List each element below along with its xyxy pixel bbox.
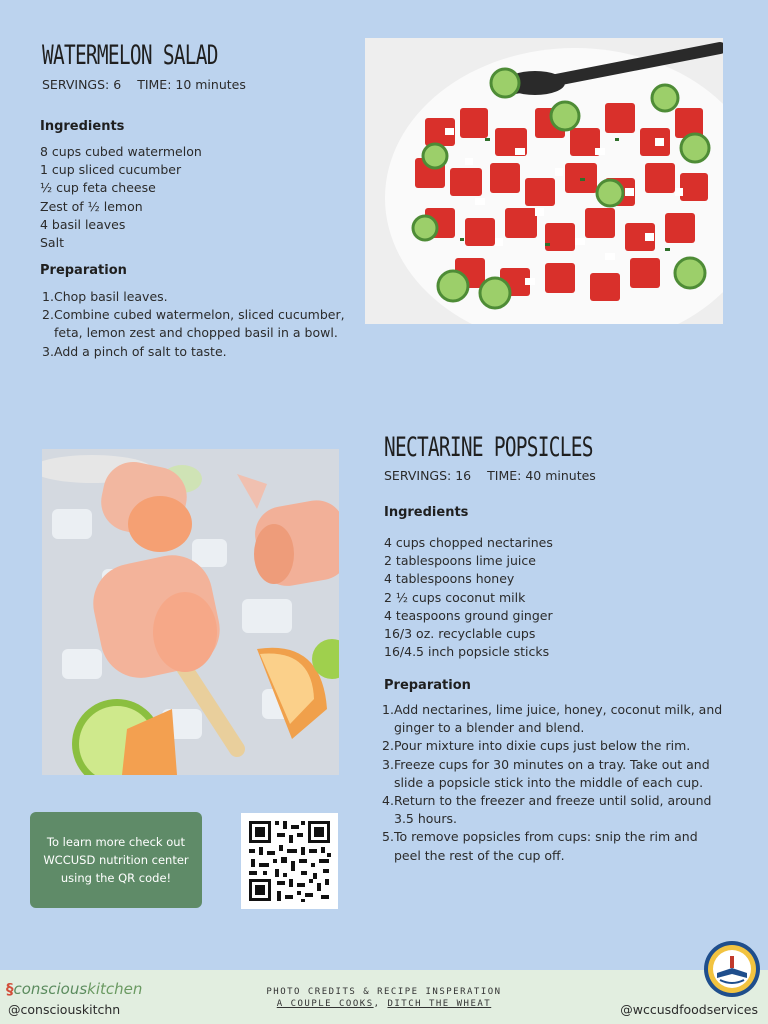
salad-servings: SERVINGS: 6 xyxy=(42,77,122,92)
list-item: ½ cup feta cheese xyxy=(40,180,156,196)
popsicles-servings: SERVINGS: 16 xyxy=(384,468,472,483)
info-line-1: To learn more check out xyxy=(46,835,186,849)
leaf-icon: § xyxy=(6,980,14,998)
list-item: 3. Add a pinch of salt to taste. xyxy=(42,343,227,359)
list-item: 16/3 oz. recyclable cups xyxy=(384,626,536,642)
list-item: 4 tablespoons honey xyxy=(384,571,515,587)
list-item: 2. Combine cubed watermelon, sliced cucumber, feta, lemon zest and chopped basil in a bowl. xyxy=(42,307,345,341)
credit-link-ditch-the-wheat[interactable]: DITCH THE WHEAT xyxy=(387,999,492,1009)
popsicles-meta xyxy=(384,468,596,483)
list-item: 2 tablespoons lime juice xyxy=(384,553,536,569)
popsicles-time: TIME: 40 minutes xyxy=(487,468,596,483)
list-item: 16/4.5 inch popsicle sticks xyxy=(384,644,550,660)
credit-link-a-couple-cooks[interactable]: A COUPLE COOKS xyxy=(276,999,374,1009)
district-seal-icon xyxy=(703,940,761,998)
nectarine-popsicles-photo xyxy=(42,449,339,775)
info-line-3: using the QR code! xyxy=(60,871,172,885)
watermelon-salad-photo xyxy=(365,38,723,324)
popsicles-ingredients-list xyxy=(384,534,553,661)
credits-heading: PHOTO CREDITS & RECIPE INSPERATION xyxy=(266,987,502,997)
popsicles-title: NECTARINE POPSICLES xyxy=(384,432,593,463)
salad-time: TIME: 10 minutes xyxy=(137,77,246,92)
salad-preparation-heading: Preparation xyxy=(40,263,127,278)
list-item: 4 cups chopped nectarines xyxy=(384,535,553,550)
info-box xyxy=(30,812,202,908)
social-handle-left[interactable]: @consciouskitchn xyxy=(8,1002,121,1017)
qr-code-icon xyxy=(241,813,338,909)
info-line-2: WCCUSD nutrition center xyxy=(43,853,189,867)
salad-ingredients-list xyxy=(40,143,202,252)
list-item: 4 teaspoons ground ginger xyxy=(384,607,553,623)
list-item: 1. Add nectarines, lime juice, honey, coconut milk, and ginger to a blender and blend. xyxy=(382,702,723,736)
list-item: 1. Chop basil leaves. xyxy=(42,289,168,304)
social-handle-right[interactable]: @wccusdfoodservices xyxy=(620,1002,758,1017)
list-item: 4 basil leaves xyxy=(40,216,126,232)
photo-credits: PHOTO CREDITS & RECIPE INSPERATION A COUPLE COOKS, DITCH THE WHEAT xyxy=(0,987,768,1009)
popsicles-preparation-heading: Preparation xyxy=(384,678,471,693)
popsicles-steps xyxy=(382,701,752,865)
list-item: 3. Freeze cups for 30 minutes on a tray. Take out and slide a popsicle stick into the middle of each cup. xyxy=(382,756,710,790)
list-item: Zest of ½ lemon xyxy=(40,198,143,214)
list-item: Salt xyxy=(40,235,64,251)
list-item: 4. Return to the freezer and freeze until solid, around 3.5 hours. xyxy=(382,793,712,827)
list-item: 8 cups cubed watermelon xyxy=(40,144,202,159)
brand-logo: §consciouskitchen xyxy=(6,980,143,998)
salad-title: WATERMELON SALAD xyxy=(42,40,218,71)
popsicles-ingredients-heading: Ingredients xyxy=(384,505,469,520)
salad-ingredients-heading: Ingredients xyxy=(40,119,125,134)
list-item: 2. Pour mixture into dixie cups just below the rim. xyxy=(382,738,691,754)
salad-meta xyxy=(42,77,246,92)
qr-code[interactable] xyxy=(241,813,338,909)
list-item: 2 ½ cups coconut milk xyxy=(384,589,526,605)
list-item: 1 cup sliced cucumber xyxy=(40,162,182,178)
salad-steps xyxy=(42,288,352,361)
list-item: 5. To remove popsicles from cups: snip the rim and peel the rest of the cup off. xyxy=(382,829,698,863)
